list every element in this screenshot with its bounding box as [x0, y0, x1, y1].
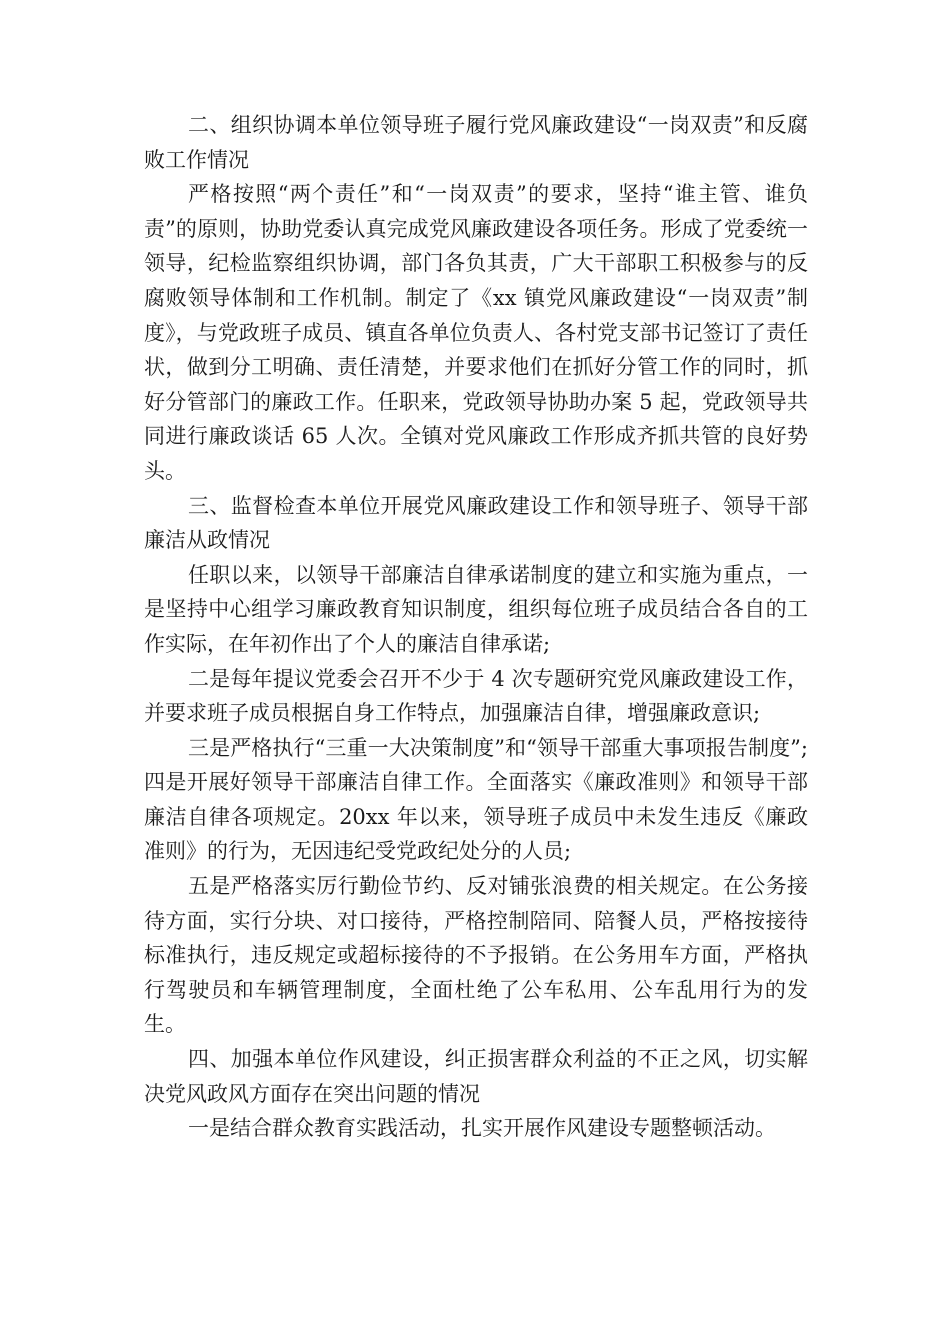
section-heading-3: 三、监督检查本单位开展党风廉政建设工作和领导班子、领导干部廉洁从政情况	[144, 493, 808, 553]
body-paragraph: 三是严格执行“三重一大决策制度”和“领导干部重大事项报告制度”;四是开展好领导干部廉洁自律工作。全面落实《廉政准则》和领导干部廉洁自律各项规定。20xx 年以来，领导班子成员中未发生违反《廉政准则》的行为，无因违纪受党政纪处分的人员;	[144, 735, 808, 864]
section-heading-2: 二、组织协调本单位领导班子履行党风廉政建设“一岗双责”和反腐败工作情况	[144, 113, 808, 172]
body-paragraph: 五是严格落实厉行勤俭节约、反对铺张浪费的相关规定。在公务接待方面，实行分块、对口接待，严格控制陪同、陪餐人员，严格按接待标准执行，违反规定或超标接待的不予报销。在公务用车方面，严格执行驾驶员和车辆管理制度，全面杜绝了公车私用、公车乱用行为的发生。	[144, 874, 808, 1037]
body-paragraph: 二是每年提议党委会召开不少于 4 次专题研究党风廉政建设工作，并要求班子成员根据自身工作特点，加强廉洁自律，增强廉政意识;	[144, 666, 808, 726]
body-paragraph: 严格按照“两个责任”和“一岗双责”的要求，坚持“谁主管、谁负责”的原则，协助党委认真完成党风廉政建设各项任务。形成了党委统一领导，纪检监察组织协调，部门各负其责，广大干部职工积极参与的反腐败领导体制和工作机制。制定了《xx 镇党风廉政建设“一岗双责”制度》，与党政班子成员、镇直各单位负责人、各村党支部书记签订了责任状，做到分工明确、责任清楚，并要求他们在抓好分管工作的同时，抓好分管部门的廉政工作。任职来，党政领导协助办案 5 起，党政领导共同进行廉政谈话 65 人次。全镇对党风廉政工作形成齐抓共管的良好势头。	[144, 182, 808, 483]
body-paragraph: 一是结合群众教育实践活动，扎实开展作风建设专题整顿活动。	[188, 1116, 776, 1141]
body-paragraph: 任职以来，以领导干部廉洁自律承诺制度的建立和实施为重点，一是坚持中心组学习廉政教育知识制度，组织每位班子成员结合各自的工作实际，在年初作出了个人的廉洁自律承诺;	[144, 562, 808, 656]
section-heading-4: 四、加强本单位作风建设，纠正损害群众利益的不正之风，切实解决党风政风方面存在突出问题的情况	[144, 1047, 808, 1106]
document-page	[144, 108, 808, 1146]
